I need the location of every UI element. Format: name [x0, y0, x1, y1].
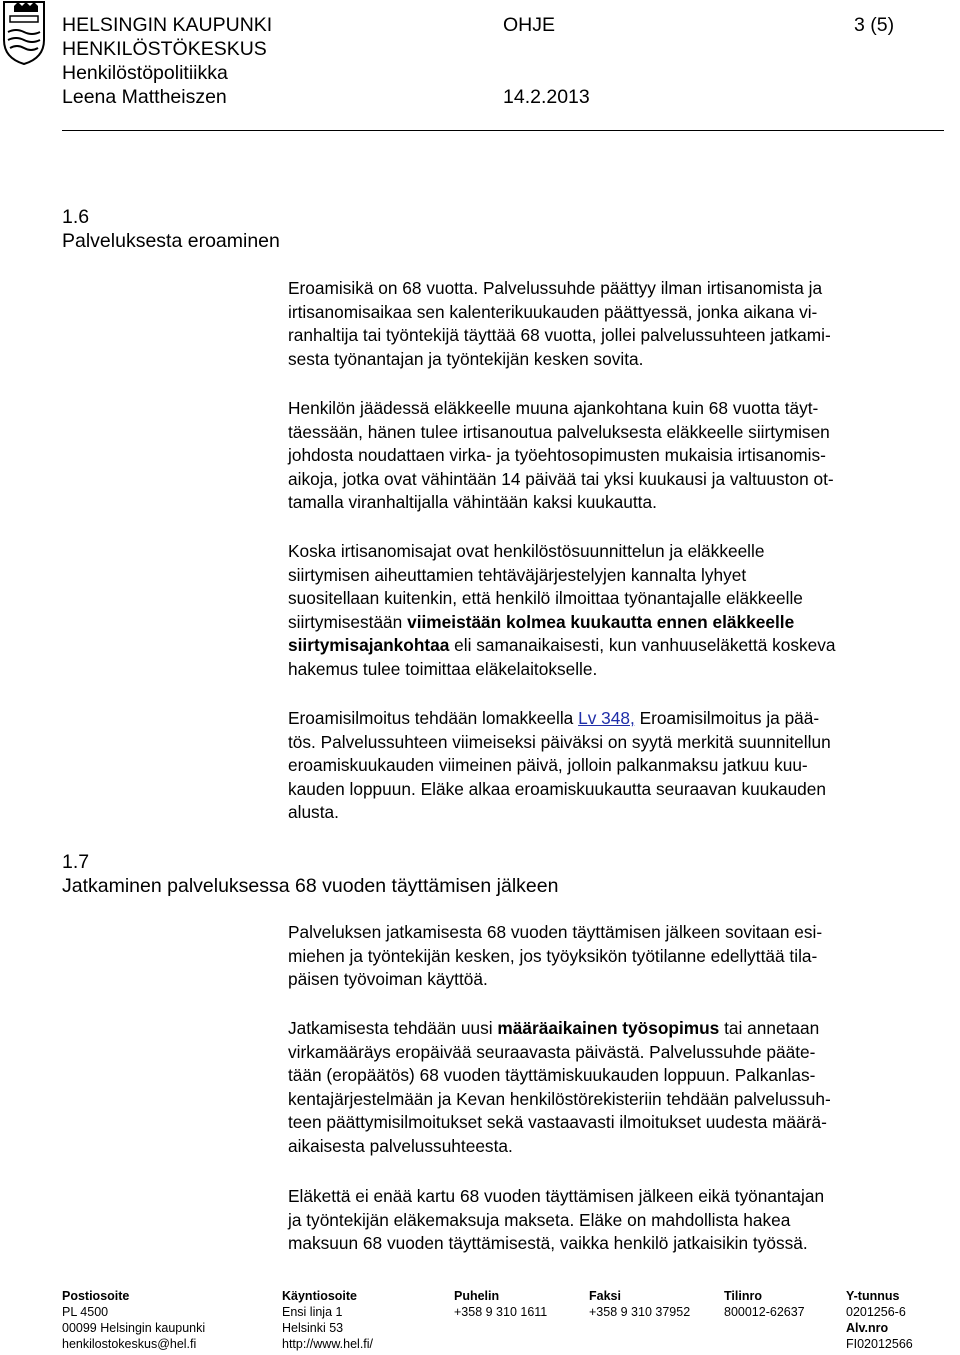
document-date: 14.2.2013 [503, 86, 590, 108]
section-1-7-paragraph-1: Palveluksen jatkamisesta 68 vuoden täyttämisen jälkeen sovitaan esi- miehen ja työntekijän kesken, jos työyksikön työtilanne edellyttää tila- päisen työvoiman käyttöä. [288, 922, 823, 990]
footer-account: Tilinro 800012-62637 [724, 1289, 805, 1319]
document-type: OHJE [503, 14, 556, 36]
emphasis-fixed-term-contract: määräaikainen työsopimus [497, 1018, 720, 1038]
department-name: HENKILÖSTÖKESKUS [62, 38, 267, 60]
author-name: Leena Mattheiszen [62, 86, 227, 108]
page-number: 3 (5) [854, 14, 895, 36]
header-divider [62, 130, 944, 131]
footer-visiting-address: Käyntiosoite Ensi linja 1 Helsinki 53 http://www.hel.fi/ [282, 1289, 374, 1351]
section-1-6-paragraph-4: Eroamisilmoitus tehdään lomakkeella Lv 348, Eroamisilmoitus ja pää- tös. Palvelussuhteen viimeiseksi päiväksi on syytä merkitä suunnitellun eroamiskuukauden viimeinen päivä, jolloin palkanmaksu jatkuu kuu- kauden loppuun. Eläke alkaa eroamiskuukautta seuraavan kuukauden alusta. [288, 708, 831, 823]
helsinki-coat-of-arms-logo [0, 0, 48, 66]
emphasis-deadline: viimeistään kolmea kuukautta ennen eläkkeelle [407, 611, 795, 632]
footer-fax: Faksi +358 9 310 37952 [589, 1289, 691, 1319]
section-1-7-paragraph-2: Jatkamisesta tehdään uusi määräaikainen työsopimus tai annetaan virkamääräys eropäivää seuraavasta päivästä. Palvelussuhde pääte- tään (eropäätös) 68 vuoden täyttämiskuukauden loppuun. Palkanlas- kentajärjestelmään ja Kevan henkilöstörekisteriin tehdään palvelussuh- teen päättymisilmoitukset sekä vastaavasti ilmoitukset uudesta määrä- aikaisesta palvelussuhteesta. [288, 1018, 831, 1156]
section-1-6-title: Palveluksesta eroaminen [62, 230, 280, 252]
section-1-6-paragraph-1: Eroamisikä on 68 vuotta. Palvelussuhde päättyy ilman irtisanomista ja irtisanomisaikaa sen kalenterikuukauden päättyessä, jonka aikana vi- ranhaltija tai työntekijä täyttää 68 vuotta, jollei palvelussuhteen jatkami- sesta työnantajan ja työntekijän kesken sovita. [288, 278, 831, 369]
section-1-7-paragraph-3: Eläkettä ei enää kartu 68 vuoden täyttämisen jälkeen eikä työnantajan ja työntekijän eläkemaksuja makseta. Eläke on mahdollista hakea maksuun 68 vuoden täyttämisestä, vaikka henkilö jatkaisikin työssä. [288, 1186, 825, 1254]
section-1-6-paragraph-2: Henkilön jäädessä eläkkeelle muuna ajankohtana kuin 68 vuotta täyt- täessään, hänen tulee irtisanoutua palveluksesta eläkkeelle siirtymisen johdosta noudattaen virka- ja työehtosopimusten mukaisia irtisanomis- aikoja, jotka ovat vähintään 14 päivää tai yksi kuukausi ja valtuuston ot- tamalla viranhaltijalla vähintään kaksi kuukautta. [288, 398, 834, 513]
unit-name: Henkilöstöpolitiikka [62, 62, 228, 84]
footer-postal-address: Postiosoite PL 4500 00099 Helsingin kaupunki henkilostokeskus@hel.fi [62, 1289, 206, 1351]
section-1-6-number: 1.6 [62, 206, 90, 228]
section-1-6-paragraph-3: Koska irtisanomisajat ovat henkilöstösuunnittelun ja eläkkeelle siirtymisen aiheuttamien tehtäväjärjestelyjen kannalta lyhyet suositellaan kuitenkin, että henkilö ilmoittaa työnantajalle eläkkeelle siirtymisestään viimeistään kolmea kuukautta ennen eläkkeelle siirtymisajankohtaa eli samanaikaisesti, kun vanhuuseläkettä koskeva hakemus tulee toimittaa eläkelaitokselle. [288, 541, 836, 679]
footer-business-id: Y-tunnus 0201256-6 Alv.nro FI02012566 [846, 1289, 913, 1351]
org-name: HELSINGIN KAUPUNKI [62, 14, 273, 36]
footer-email[interactable]: henkilostokeskus@hel.fi [62, 1337, 197, 1351]
emphasis-transition-date: siirtymisajankohtaa [288, 635, 450, 656]
footer-website[interactable]: http://www.hel.fi/ [282, 1337, 374, 1351]
form-lv348-link[interactable]: Lv 348, [578, 708, 635, 728]
section-1-7-title: Jatkaminen palveluksessa 68 vuoden täyttämisen jälkeen [62, 875, 559, 897]
section-1-7-number: 1.7 [62, 851, 90, 873]
footer-phone: Puhelin +358 9 310 1611 [454, 1289, 548, 1319]
